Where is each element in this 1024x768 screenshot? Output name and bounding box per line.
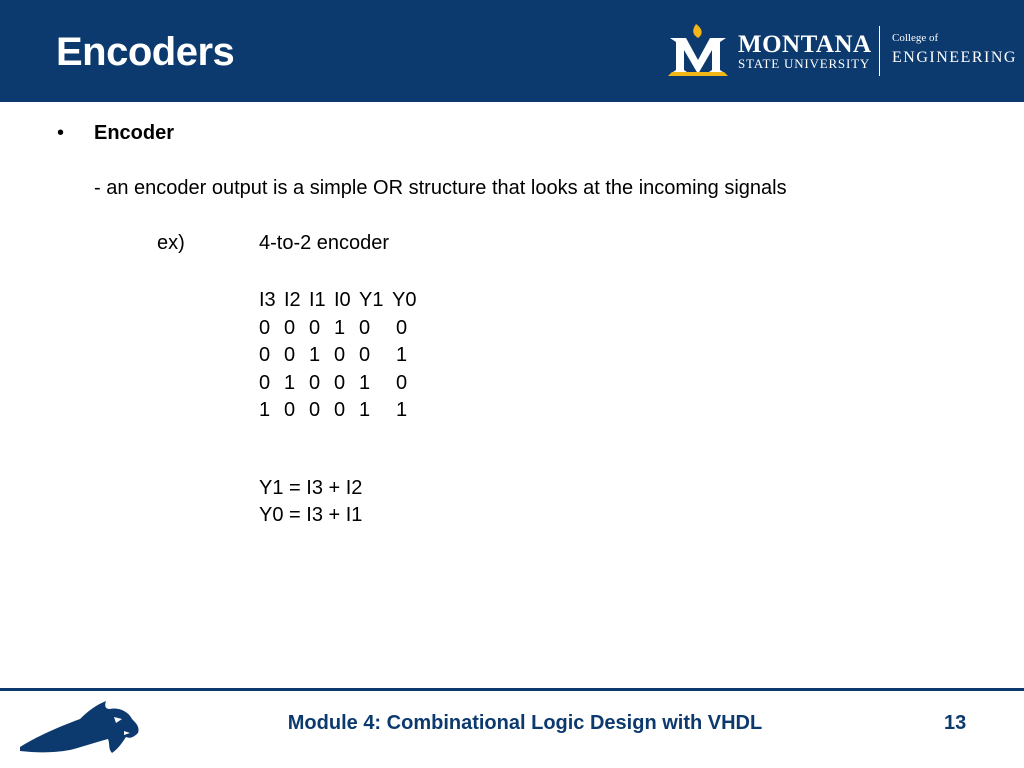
university-subname: STATE UNIVERSITY bbox=[738, 56, 871, 71]
table-cell: 0 bbox=[309, 371, 321, 394]
table-cell: 1 bbox=[396, 344, 408, 366]
example-title: 4-to-2 encoder bbox=[259, 232, 390, 254]
table-cell: 0 bbox=[284, 399, 296, 421]
header-cell: Y0 bbox=[392, 289, 417, 311]
college-name: ENGINEERING bbox=[892, 49, 1017, 66]
example-label: ex) bbox=[157, 232, 185, 254]
page-number: 13 bbox=[944, 712, 967, 734]
header-cell: I1 bbox=[309, 289, 326, 311]
slide-header bbox=[0, 0, 1024, 102]
table-cell: 1 bbox=[309, 344, 321, 366]
footer-divider bbox=[0, 688, 1024, 691]
table-cell: 1 bbox=[396, 399, 408, 421]
table-row bbox=[259, 397, 426, 425]
university-logo bbox=[666, 22, 1016, 80]
montana-m-logo-icon bbox=[666, 22, 730, 78]
table-cell: 0 bbox=[259, 316, 271, 339]
table-row bbox=[259, 315, 426, 343]
table-cell: 0 bbox=[284, 344, 296, 366]
bullet-marker: • bbox=[57, 122, 65, 144]
header-cell: I0 bbox=[334, 289, 351, 311]
slide-title: Encoders bbox=[56, 30, 235, 74]
university-name: MONTANA bbox=[738, 31, 872, 58]
table-cell: 1 bbox=[259, 399, 271, 421]
bullet-heading: Encoder bbox=[94, 122, 175, 144]
truth-table-header bbox=[259, 287, 426, 315]
table-row bbox=[259, 342, 426, 370]
table-cell: 0 bbox=[259, 371, 271, 394]
table-cell: 0 bbox=[359, 344, 371, 366]
table-cell: 0 bbox=[309, 399, 321, 421]
table-cell: 0 bbox=[334, 399, 346, 421]
table-cell: 1 bbox=[359, 399, 371, 421]
table-cell: 0 bbox=[334, 371, 346, 394]
college-of-label: College of bbox=[892, 32, 939, 44]
slide-body bbox=[0, 102, 1024, 688]
table-cell: 0 bbox=[396, 371, 408, 394]
table-cell: 0 bbox=[284, 316, 296, 339]
logo-divider bbox=[879, 26, 880, 76]
header-cell: Y1 bbox=[359, 289, 384, 311]
table-cell: 1 bbox=[359, 371, 371, 394]
table-cell: 1 bbox=[284, 371, 296, 394]
equation-y0: Y0 = I3 + I1 bbox=[259, 504, 363, 526]
header-cell: I2 bbox=[284, 289, 301, 311]
table-row bbox=[259, 370, 426, 398]
table-cell: 0 bbox=[359, 316, 371, 339]
footer-module-title: Module 4: Combinational Logic Design with VHDL bbox=[287, 712, 763, 734]
truth-table bbox=[259, 287, 426, 425]
table-cell: 1 bbox=[334, 316, 346, 339]
table-cell: 0 bbox=[259, 344, 271, 366]
table-cell: 0 bbox=[334, 344, 346, 366]
table-cell: 0 bbox=[396, 316, 408, 339]
header-cell: I3 bbox=[259, 289, 276, 311]
equation-y1: Y1 = I3 + I2 bbox=[259, 477, 363, 499]
encoder-description: - an encoder output is a simple OR structure that looks at the incoming signals bbox=[94, 177, 787, 199]
table-cell: 0 bbox=[309, 316, 321, 339]
